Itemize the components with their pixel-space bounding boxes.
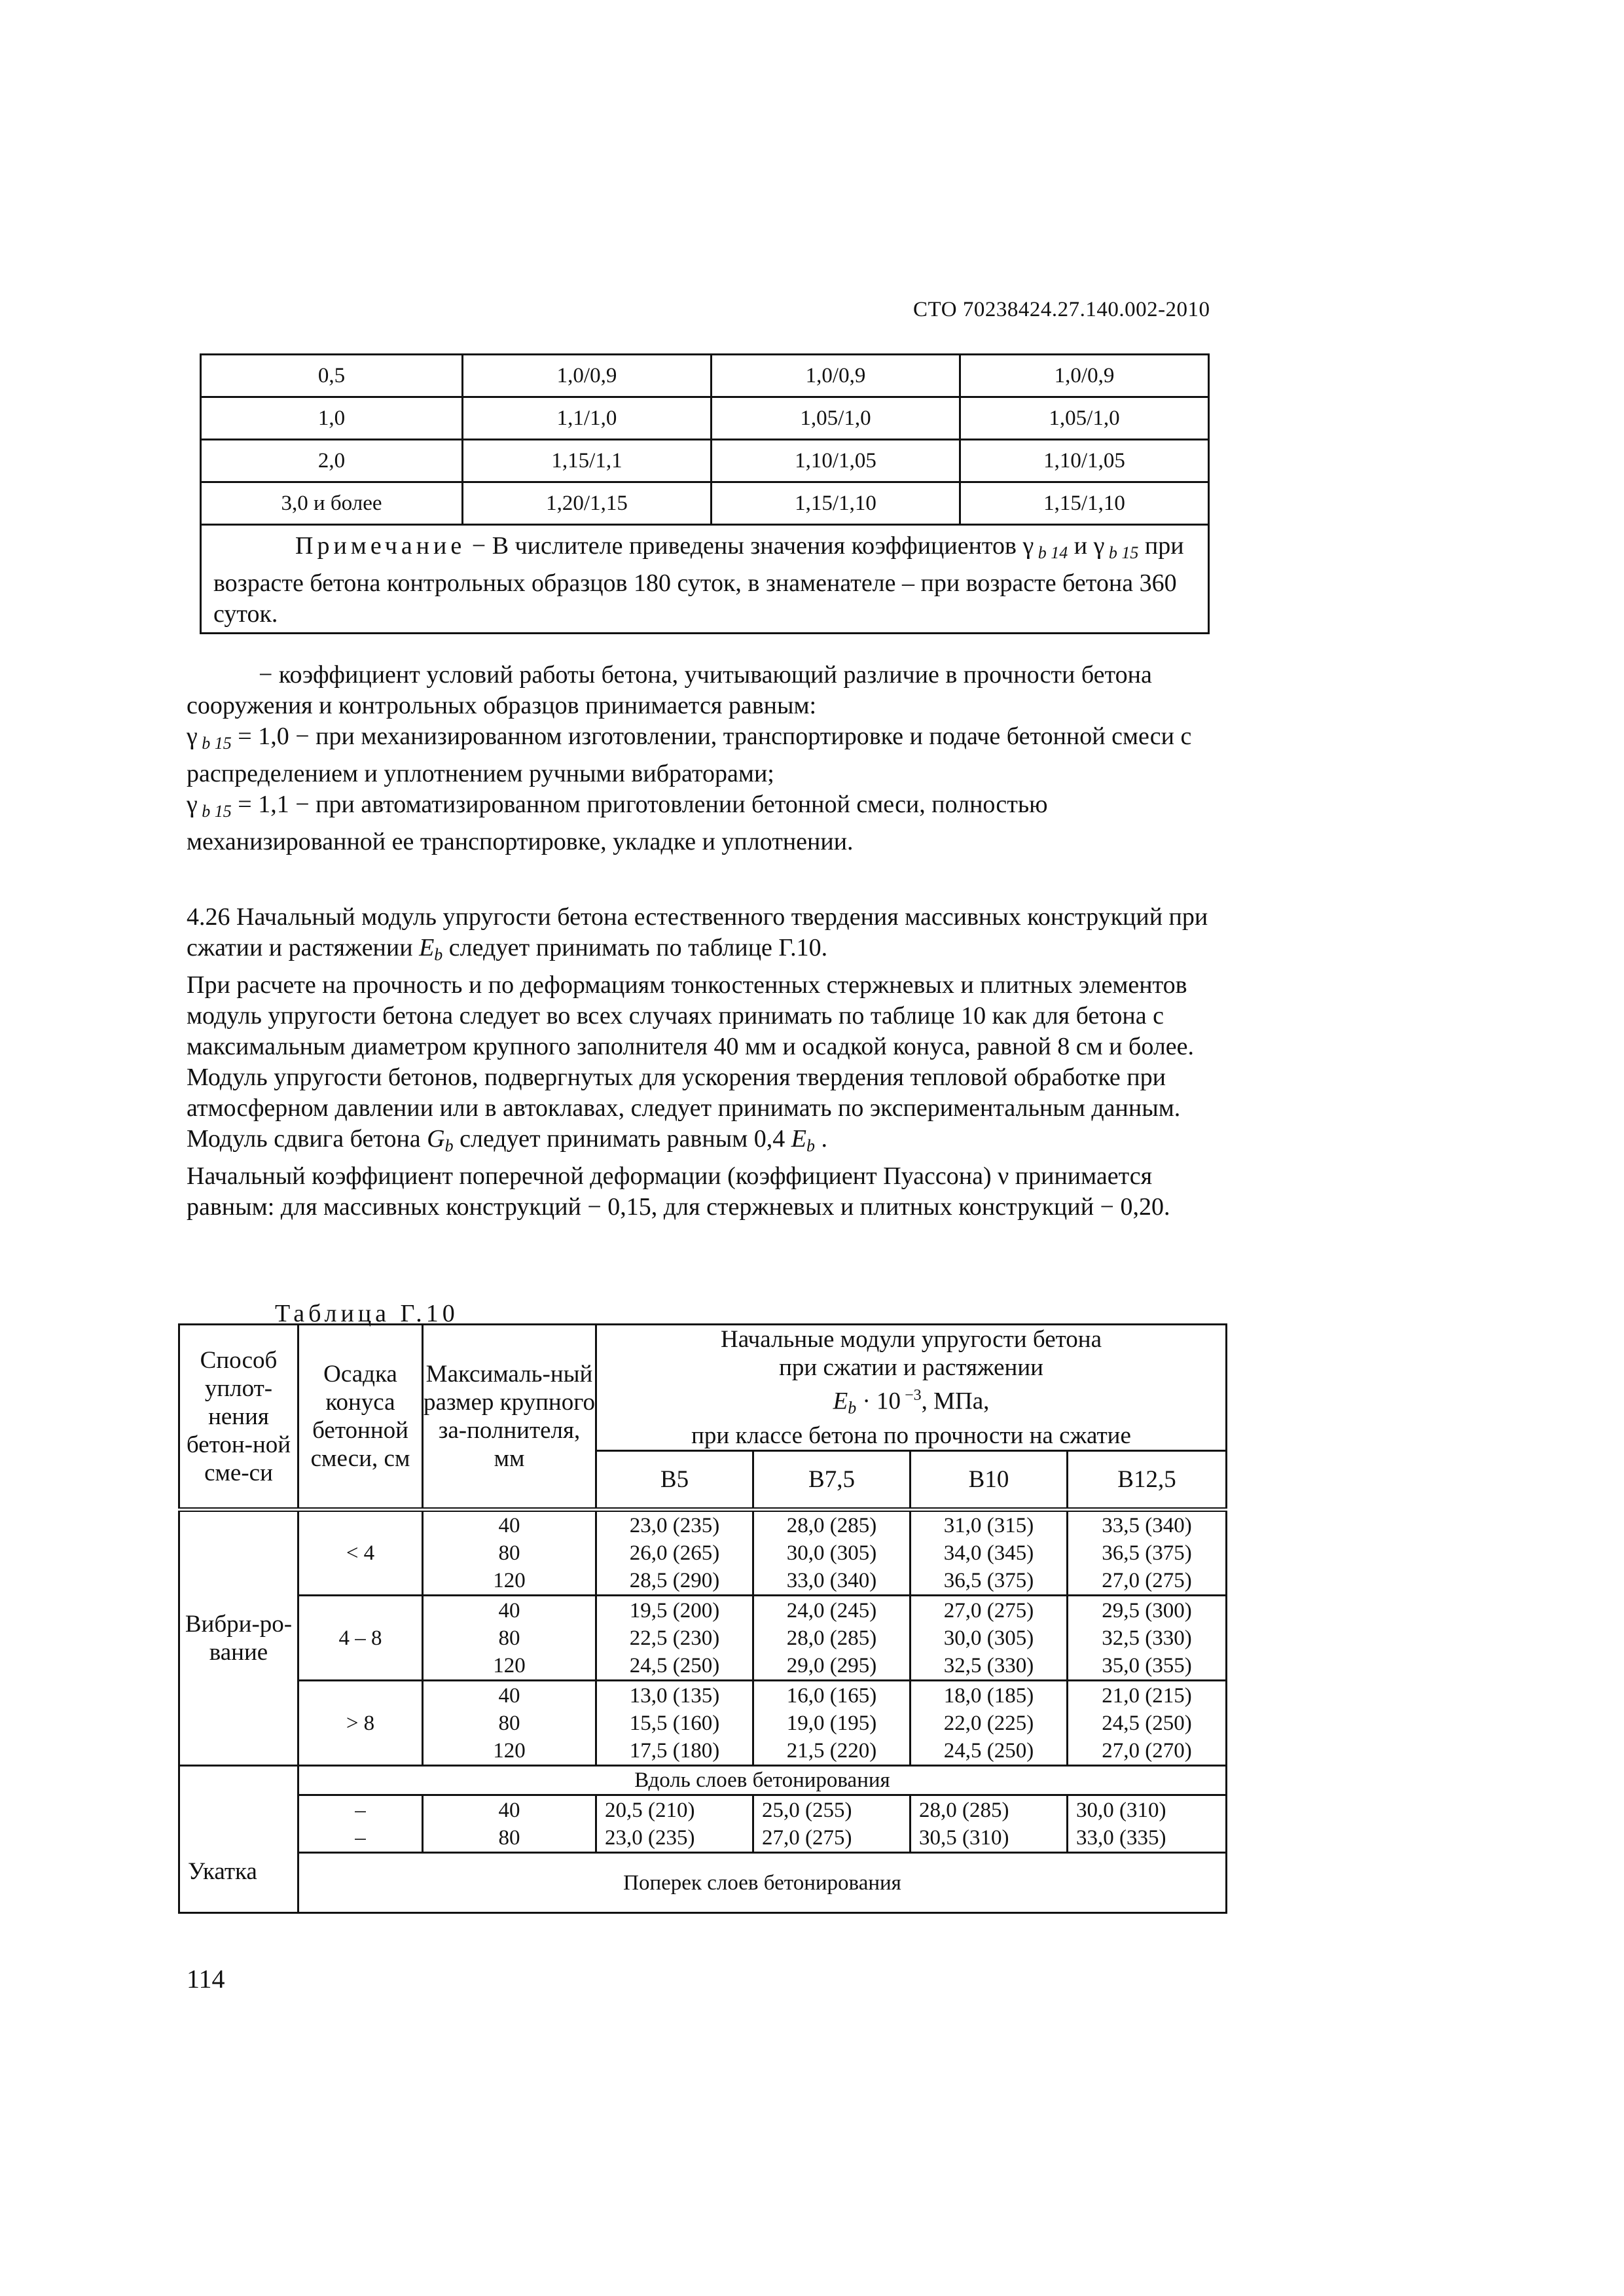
header-line: при классе бетона по прочности на сжатие [691,1422,1131,1450]
paragraph-text: следует принимать равным 0,4 [453,1125,791,1153]
paragraph [187,1124,1227,1161]
note-text-a: − В числителе приведены значения коэффициентов γ [465,532,1034,560]
header-line [597,1382,1225,1422]
table-row [179,1596,1227,1681]
paragraph: − коэффициент условий работы бетона, учитывающий различие в прочности бетона сооружения и контрольных образцов принимается равным: [187,661,1152,719]
value-cell: 33,5 (340) 36,5 (375) 27,0 (275) [1068,1510,1227,1596]
table-row [179,1853,1227,1913]
slump-cell: 4 – 8 [298,1596,423,1681]
table-row [201,397,1209,440]
symbol-eb: E [419,934,435,961]
slump-cell: < 4 [298,1510,423,1596]
coefficient-explanation [187,660,1227,857]
paragraph-text: Модуль сдвига бетона [187,1125,427,1153]
note-text-b: и γ [1068,532,1105,560]
subscript: b 15 [197,734,232,753]
table-note-row [201,525,1209,634]
value-cell: 16,0 (165) 19,0 (195) 21,5 (220) [753,1681,911,1766]
table-row [201,482,1209,525]
aggregate-cell: 40 80 120 [423,1510,596,1596]
compaction-vibration: Вибри-ро-вание [179,1510,298,1766]
header-class: В7,5 [753,1451,911,1510]
value-cell: 18,0 (185) 22,0 (225) 24,5 (250) [911,1681,1068,1766]
paragraph: Модуль упругости бетонов, подвергнутых для ускорения твердения тепловой обработке при атмосферном давлении или в автоклавах, следует принимать по экспериментальным данным. [187,1064,1181,1122]
subscript: b 15 [197,802,232,821]
slump-cell: – – [298,1795,423,1853]
value-cell: 30,0 (310) 33,0 (335) [1068,1795,1227,1853]
header-max-aggregate: Максималь-ный размер крупного за-полнителя, мм [423,1325,596,1510]
value-cell: 21,0 (215) 24,5 (250) 27,0 (270) [1068,1681,1227,1766]
paragraph-text: следует принимать по таблице Г.10. [442,934,828,961]
elastic-modulus-table [178,1323,1227,1914]
gamma-symbol: γ [187,723,198,750]
header-compaction-method: Способ уплот-нения бетон-ной сме-си [179,1325,298,1510]
table-cell: 1,15/1,10 [712,482,960,525]
across-layers-label: Поперек слоев бетонирования [298,1853,1227,1913]
paragraph-text: = 1,0 − при механизированном изготовлении, транспортировке и подаче бетонной смеси с распределением и уплотнением ручными вибраторами; [187,723,1192,787]
table-cell: 1,0/0,9 [463,355,712,397]
table-cell: 1,10/1,05 [712,440,960,482]
coefficient-table [200,353,1210,634]
table-cell: 1,0/0,9 [960,355,1209,397]
note-label: Примечание [295,532,466,560]
slump-cell: > 8 [298,1681,423,1766]
paragraph: При расчете на прочность и по деформациям тонкостенных стержневых и плитных элементов модуль упругости бетона следует во всех случаях принимать по таблице 10 как для бетона с максимальным диаметром крупного заполнителя 40 мм и осадкой конуса, равной 8 см и более. [187,971,1195,1060]
table-cell: 1,05/1,0 [960,397,1209,440]
table-row [179,1510,1227,1596]
paragraph: Начальный коэффициент поперечной деформации (коэффициент Пуассона) ν принимается равным: для массивных конструкций − 0,15, для стержневых и плитных конструкций − 0,20. [187,1162,1170,1221]
paragraph [187,902,1227,970]
value-cell: 25,0 (255) 27,0 (275) [753,1795,911,1853]
paragraph [187,721,1227,789]
header-line: Начальные модули упругости бетона [720,1326,1102,1353]
symbol-gb: G [427,1125,445,1153]
page-number: 114 [187,1964,225,1994]
table-cell: 1,15/1,1 [463,440,712,482]
table-cell: 1,0 [201,397,463,440]
subscript: b [444,1136,454,1155]
table-cell: 1,15/1,10 [960,482,1209,525]
value-cell: 27,0 (275) 30,0 (305) 32,5 (330) [911,1596,1068,1681]
along-layers-label: Вдоль слоев бетонирования [298,1766,1227,1795]
header-line: при сжатии и растяжении [779,1354,1043,1381]
value-cell: 19,5 (200) 22,5 (230) 24,5 (250) [596,1596,753,1681]
compaction-rolling: Укатка [179,1766,298,1913]
gamma-symbol: γ [187,791,198,818]
value-cell: 28,0 (285) 30,0 (305) 33,0 (340) [753,1510,911,1596]
aggregate-cell: 40 80 120 [423,1596,596,1681]
symbol-eb: E [833,1388,848,1415]
note-text-c: при возрасте бетона контрольных образцов 180 суток, в знаменателе – при возрасте бетона 360 суток. [213,532,1184,628]
table-cell: 1,05/1,0 [712,397,960,440]
header-text: , МПа, [921,1388,990,1415]
value-cell: 28,0 (285) 30,5 (310) [911,1795,1068,1853]
table-header-row [179,1325,1227,1451]
aggregate-cell: 40 80 120 [423,1681,596,1766]
subscript: b [434,945,443,964]
header-class: В5 [596,1451,753,1510]
header-elastic-modulus [596,1325,1227,1451]
value-cell: 29,5 (300) 32,5 (330) 35,0 (355) [1068,1596,1227,1681]
table-note [201,525,1209,634]
table-cell: 1,20/1,15 [463,482,712,525]
table-cell: 3,0 и более [201,482,463,525]
table-cell: 1,1/1,0 [463,397,712,440]
table-cell: 1,10/1,05 [960,440,1209,482]
value-cell: 20,5 (210) 23,0 (235) [596,1795,753,1853]
value-cell: 23,0 (235) 26,0 (265) 28,5 (290) [596,1510,753,1596]
symbol-eb: E [791,1125,807,1153]
paragraph-text: 4.26 Начальный модуль упругости бетона естественного твердения массивных конструкций при сжатии и растяжении [187,903,1208,961]
paragraph-text: = 1,1 − при автоматизированном приготовлении бетонной смеси, полностью механизированной ее транспортировке, укладке и уплотнении. [187,791,1048,855]
table-cell: 1,0/0,9 [712,355,960,397]
paragraph [187,789,1227,857]
subscript: b [806,1136,816,1155]
table-cell: 2,0 [201,440,463,482]
header-text: · 10 [856,1388,901,1415]
note-subscript: b 14 [1034,543,1068,562]
superscript: −3 [901,1387,922,1404]
note-subscript: b 15 [1104,543,1139,562]
table-row [179,1795,1227,1853]
table-row [201,355,1209,397]
table-row [179,1766,1227,1795]
value-cell: 24,0 (245) 28,0 (285) 29,0 (295) [753,1596,911,1681]
table-row [201,440,1209,482]
document-code: СТО 70238424.27.140.002-2010 [913,298,1210,321]
value-cell: 31,0 (315) 34,0 (345) 36,5 (375) [911,1510,1068,1596]
header-cone-slump: Осадка конуса бетонной смеси, см [298,1325,423,1510]
table-caption: Таблица Г.10 [275,1300,459,1327]
table-row [179,1681,1227,1766]
subscript: b [848,1398,857,1418]
table-cell: 0,5 [201,355,463,397]
value-cell: 13,0 (135) 15,5 (160) 17,5 (180) [596,1681,753,1766]
section-4-26 [187,902,1227,1223]
header-class: В12,5 [1068,1451,1227,1510]
paragraph-text: . [815,1125,828,1153]
aggregate-cell: 40 80 [423,1795,596,1853]
header-class: В10 [911,1451,1068,1510]
